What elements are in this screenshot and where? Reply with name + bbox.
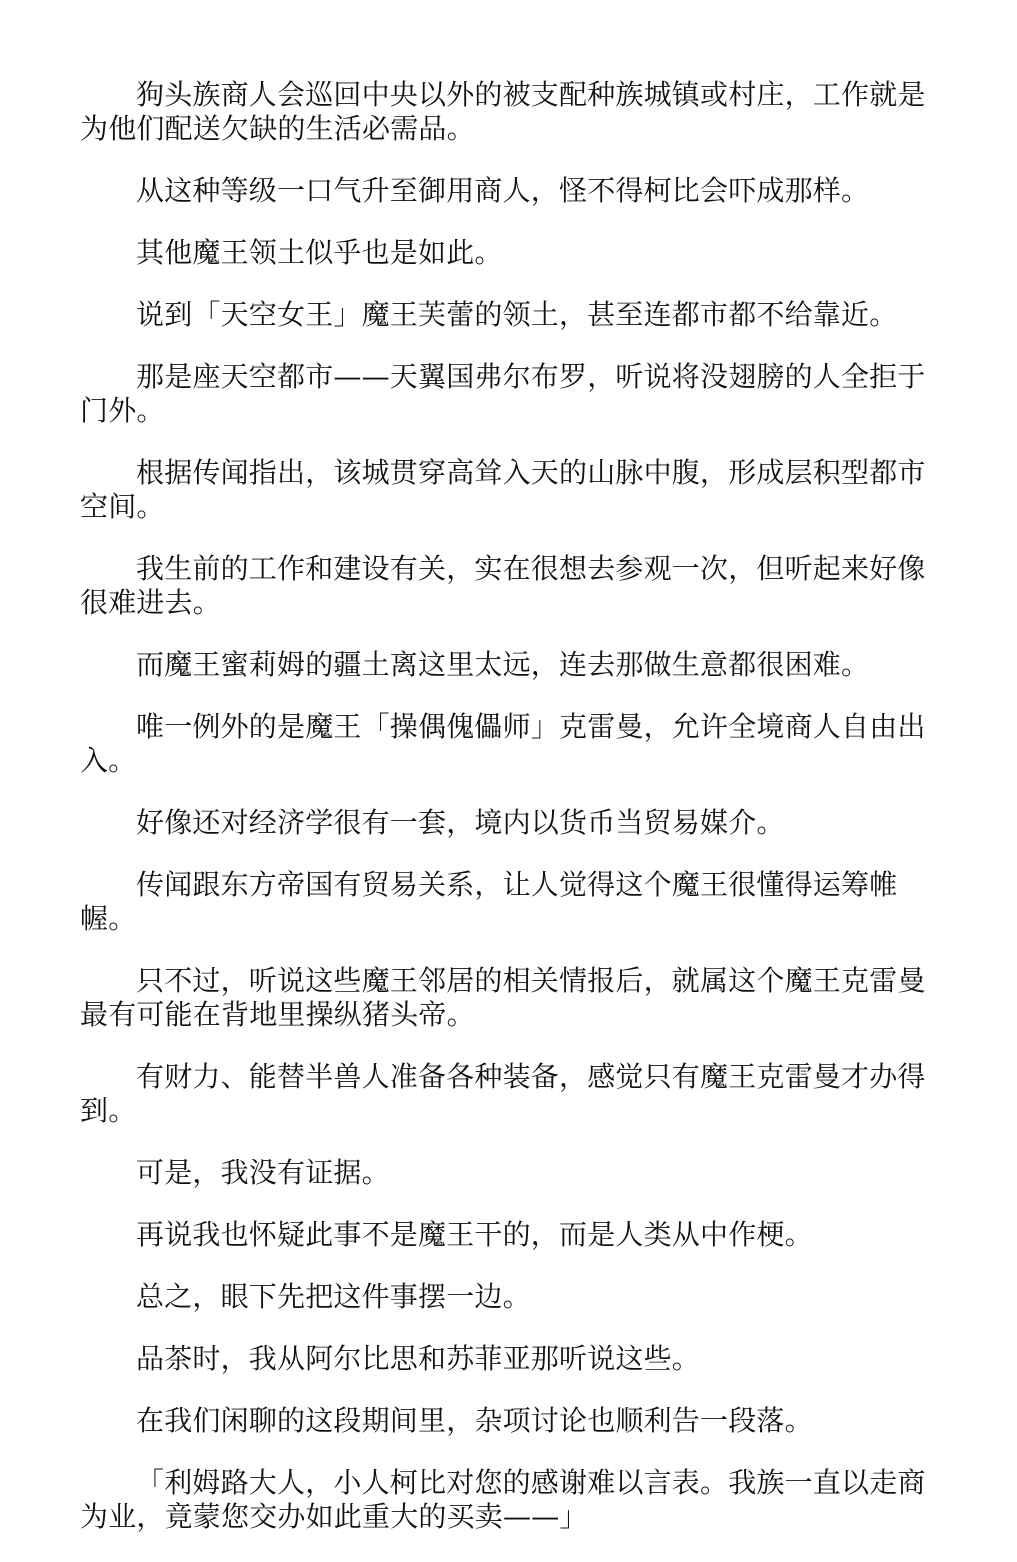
paragraph-2: 从这种等级一口气升至御用商人，怪不得柯比会吓成那样。 — [136, 174, 870, 207]
paragraph-11: 传闻跟东方帝国有贸易关系，让人觉得这个魔王很懂得运筹帷幄。 — [80, 868, 898, 935]
paragraph-5: 那是座天空都市——天翼国弗尔布罗，听说将没翅膀的人全拒于门外。 — [80, 360, 926, 427]
paragraph-12: 只不过，听说这些魔王邻居的相关情报后，就属这个魔王克雷曼最有可能在背地里操纵猪头帝。 — [80, 964, 926, 1031]
paragraph-7: 我生前的工作和建设有关，实在很想去参观一次，但听起来好像很难进去。 — [80, 552, 926, 619]
paragraph-16: 总之，眼下先把这件事摆一边。 — [136, 1280, 531, 1313]
paragraph-6: 根据传闻指出，该城贯穿高耸入天的山脉中腹，形成层积型都市空间。 — [80, 456, 926, 523]
body-text — [80, 78, 942, 1562]
paragraph-18: 在我们闲聊的这段期间里，杂项讨论也顺利告一段落。 — [136, 1404, 813, 1437]
paragraph-3: 其他魔王领土似乎也是如此。 — [136, 236, 503, 269]
paragraph-9: 唯一例外的是魔王「操偶傀儡师」克雷曼，允许全境商人自由出入。 — [80, 710, 926, 777]
paragraph-17: 品茶时，我从阿尔比思和苏菲亚那听说这些。 — [136, 1342, 701, 1375]
paragraph-15: 再说我也怀疑此事不是魔王干的，而是人类从中作梗。 — [136, 1218, 813, 1251]
paragraph-4: 说到「天空女王」魔王芙蕾的领土，甚至连都市都不给靠近。 — [136, 298, 898, 331]
paragraph-19: 「利姆路大人，小人柯比对您的感谢难以言表。我族一直以走商为业，竟蒙您交办如此重大的买卖——」 — [80, 1466, 926, 1533]
paragraph-1: 狗头族商人会巡回中央以外的被支配种族城镇或村庄，工作就是为他们配送欠缺的生活必需品。 — [80, 78, 926, 145]
paragraph-13: 有财力、能替半兽人准备各种装备，感觉只有魔王克雷曼才办得到。 — [80, 1060, 926, 1127]
paragraph-14: 可是，我没有证据。 — [136, 1156, 390, 1189]
paragraph-8: 而魔王蜜莉姆的疆土离这里太远，连去那做生意都很困难。 — [136, 648, 870, 681]
paragraph-10: 好像还对经济学很有一套，境内以货币当贸易媒介。 — [136, 806, 785, 839]
